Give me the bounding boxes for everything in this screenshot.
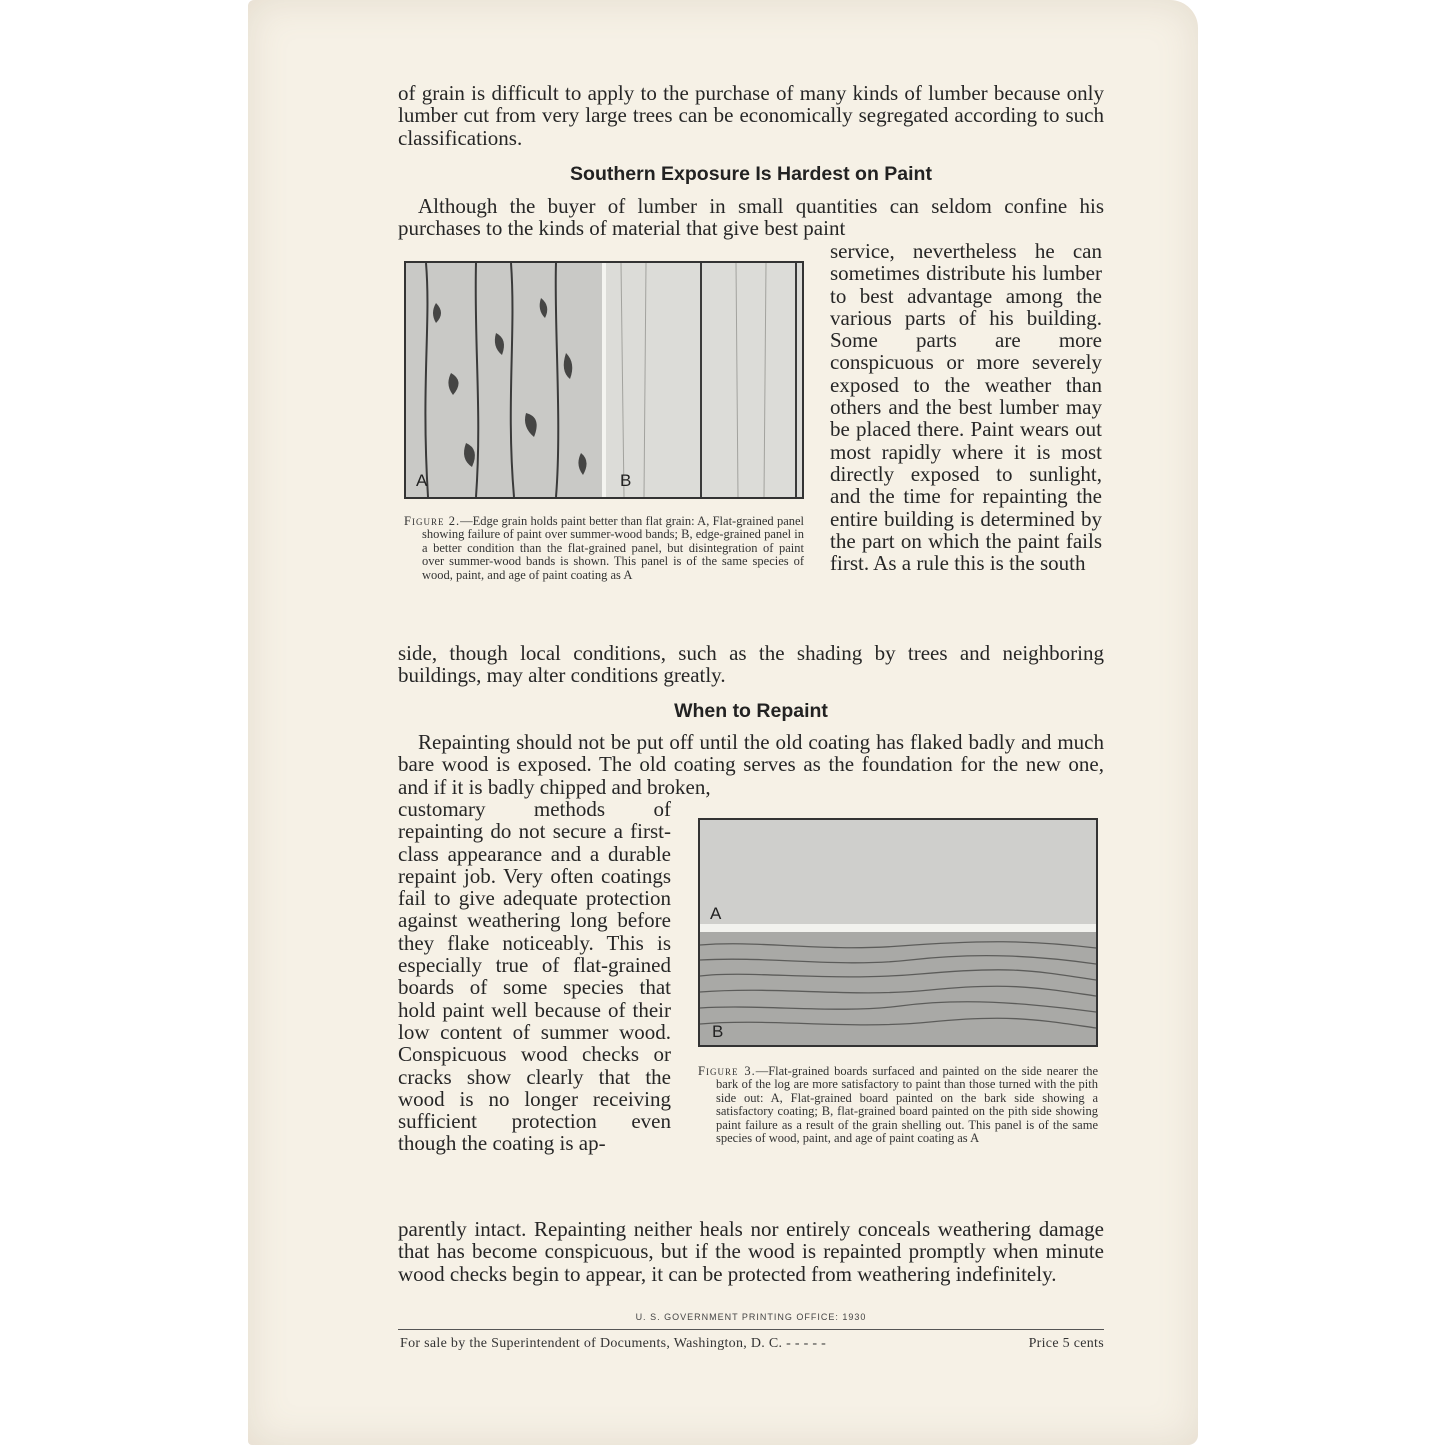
footer [400,1336,1104,1352]
figure-2 [404,261,804,582]
figure-3-caption [698,1065,1098,1145]
figure-2-caption [404,515,804,582]
section1-para-side-block [830,240,1102,574]
sale-text: For sale by the Superintendent of Documents, Washington, D. C. - - - - - [400,1336,827,1351]
intro-paragraph: of grain is difficult to apply to the purchase of many kinds of lumber because only lumber cut from very large trees can be economically segregated according to such classifications. [398,81,1104,150]
figure-2-label-b: B [620,471,632,490]
section2-para-side: customary methods of repainting do not secure a first-class appearance and a durable repaint job. Very often coatings fail to give adequate protection against weathering long before they flake noticeably. This is especially true of flat-grained boards of some species that hold paint well because of their low content of summer wood. Conspicuous wood checks or cracks show clearly that the wood is no longer receiving sufficient protection even though the coating is ap- [398,797,671,1156]
section2-para-bottom-block [398,1218,1104,1285]
figure-2-label-a: A [416,471,428,490]
footer-divider [398,1329,1104,1330]
boards-image [700,820,1096,1045]
figure-3-label-a: A [710,904,722,923]
section-heading-when-to-repaint: When to Repaint [674,700,828,722]
section1-para-top-block [398,195,1104,240]
figure-3-label-b: B [712,1022,724,1041]
section2-para-bottom: parently intact. Repainting neither heals nor entirely conceals weathering damage that has become conspicuous, but if the wood is repainted promptly when minute wood checks begin to appear, it can be protected from weathering indefinitely. [398,1217,1104,1286]
figure-3-caption-text: —Flat-grained boards surfaced and painted on the side nearer the bark of the log are more satisfactory to paint than those turned with the pith side out: A, Flat-grained board painted on the bark side showing a satisfactory coating; B, flat-grained board painted on the pith side showing paint failure as a result of the grain shelling out. This panel is of the same species of wood, paint, and age of paint coating as A [716,1064,1098,1146]
section-heading-southern-exposure: Southern Exposure Is Hardest on Paint [570,163,932,185]
figure-3-caption-label: Figure 3. [698,1064,756,1078]
section2-para-top-block [398,731,1104,798]
section1-para-bottom-block [398,642,1104,687]
figure-3 [698,818,1098,1145]
figure-2-caption-label: Figure 2. [404,514,461,528]
printer-line: U. S. GOVERNMENT PRINTING OFFICE: 1930 [635,1312,867,1322]
wood-panels-image [406,263,802,497]
section1-para-bottom: side, though local conditions, such as the shading by trees and neighboring buildings, may alter conditions greatly. [398,641,1104,688]
page-body [398,82,1104,149]
section1-para-top: Although the buyer of lumber in small quantities can seldom confine his purchases to the kinds of material that give best paint [398,194,1104,241]
figure-2-photo [404,261,804,499]
section1-para-side: service, nevertheless he can sometimes distribute his lumber to best advantage among the various parts of his building. Some parts are more conspicuous or more severely exposed to the weather than others and the best lumber may be placed there. Paint wears out most rapidly where it is most directly exposed to sunlight, and the time for repainting the entire building is determined by the part on which the paint fails first. As a rule this is the south [830,239,1102,576]
figure-2-caption-text: —Edge grain holds paint better than flat grain: A, Flat-grained panel showing failure of paint over summer-wood bands; B, edge-grained panel in a better condition than the flat-grained panel, but disintegration of paint over summer-wood bands is shown. This panel is of the same species of wood, paint, and age of paint coating as A [422,514,805,582]
figure-3-photo [698,818,1098,1047]
section2-para-top: Repainting should not be put off until the old coating has flaked badly and much bare wood is exposed. The old coating serves as the foundation for the new one, and if it is badly chipped and broken, [398,730,1104,799]
section2-para-side-block [398,798,671,1155]
price-text: Price 5 cents [1028,1336,1104,1351]
